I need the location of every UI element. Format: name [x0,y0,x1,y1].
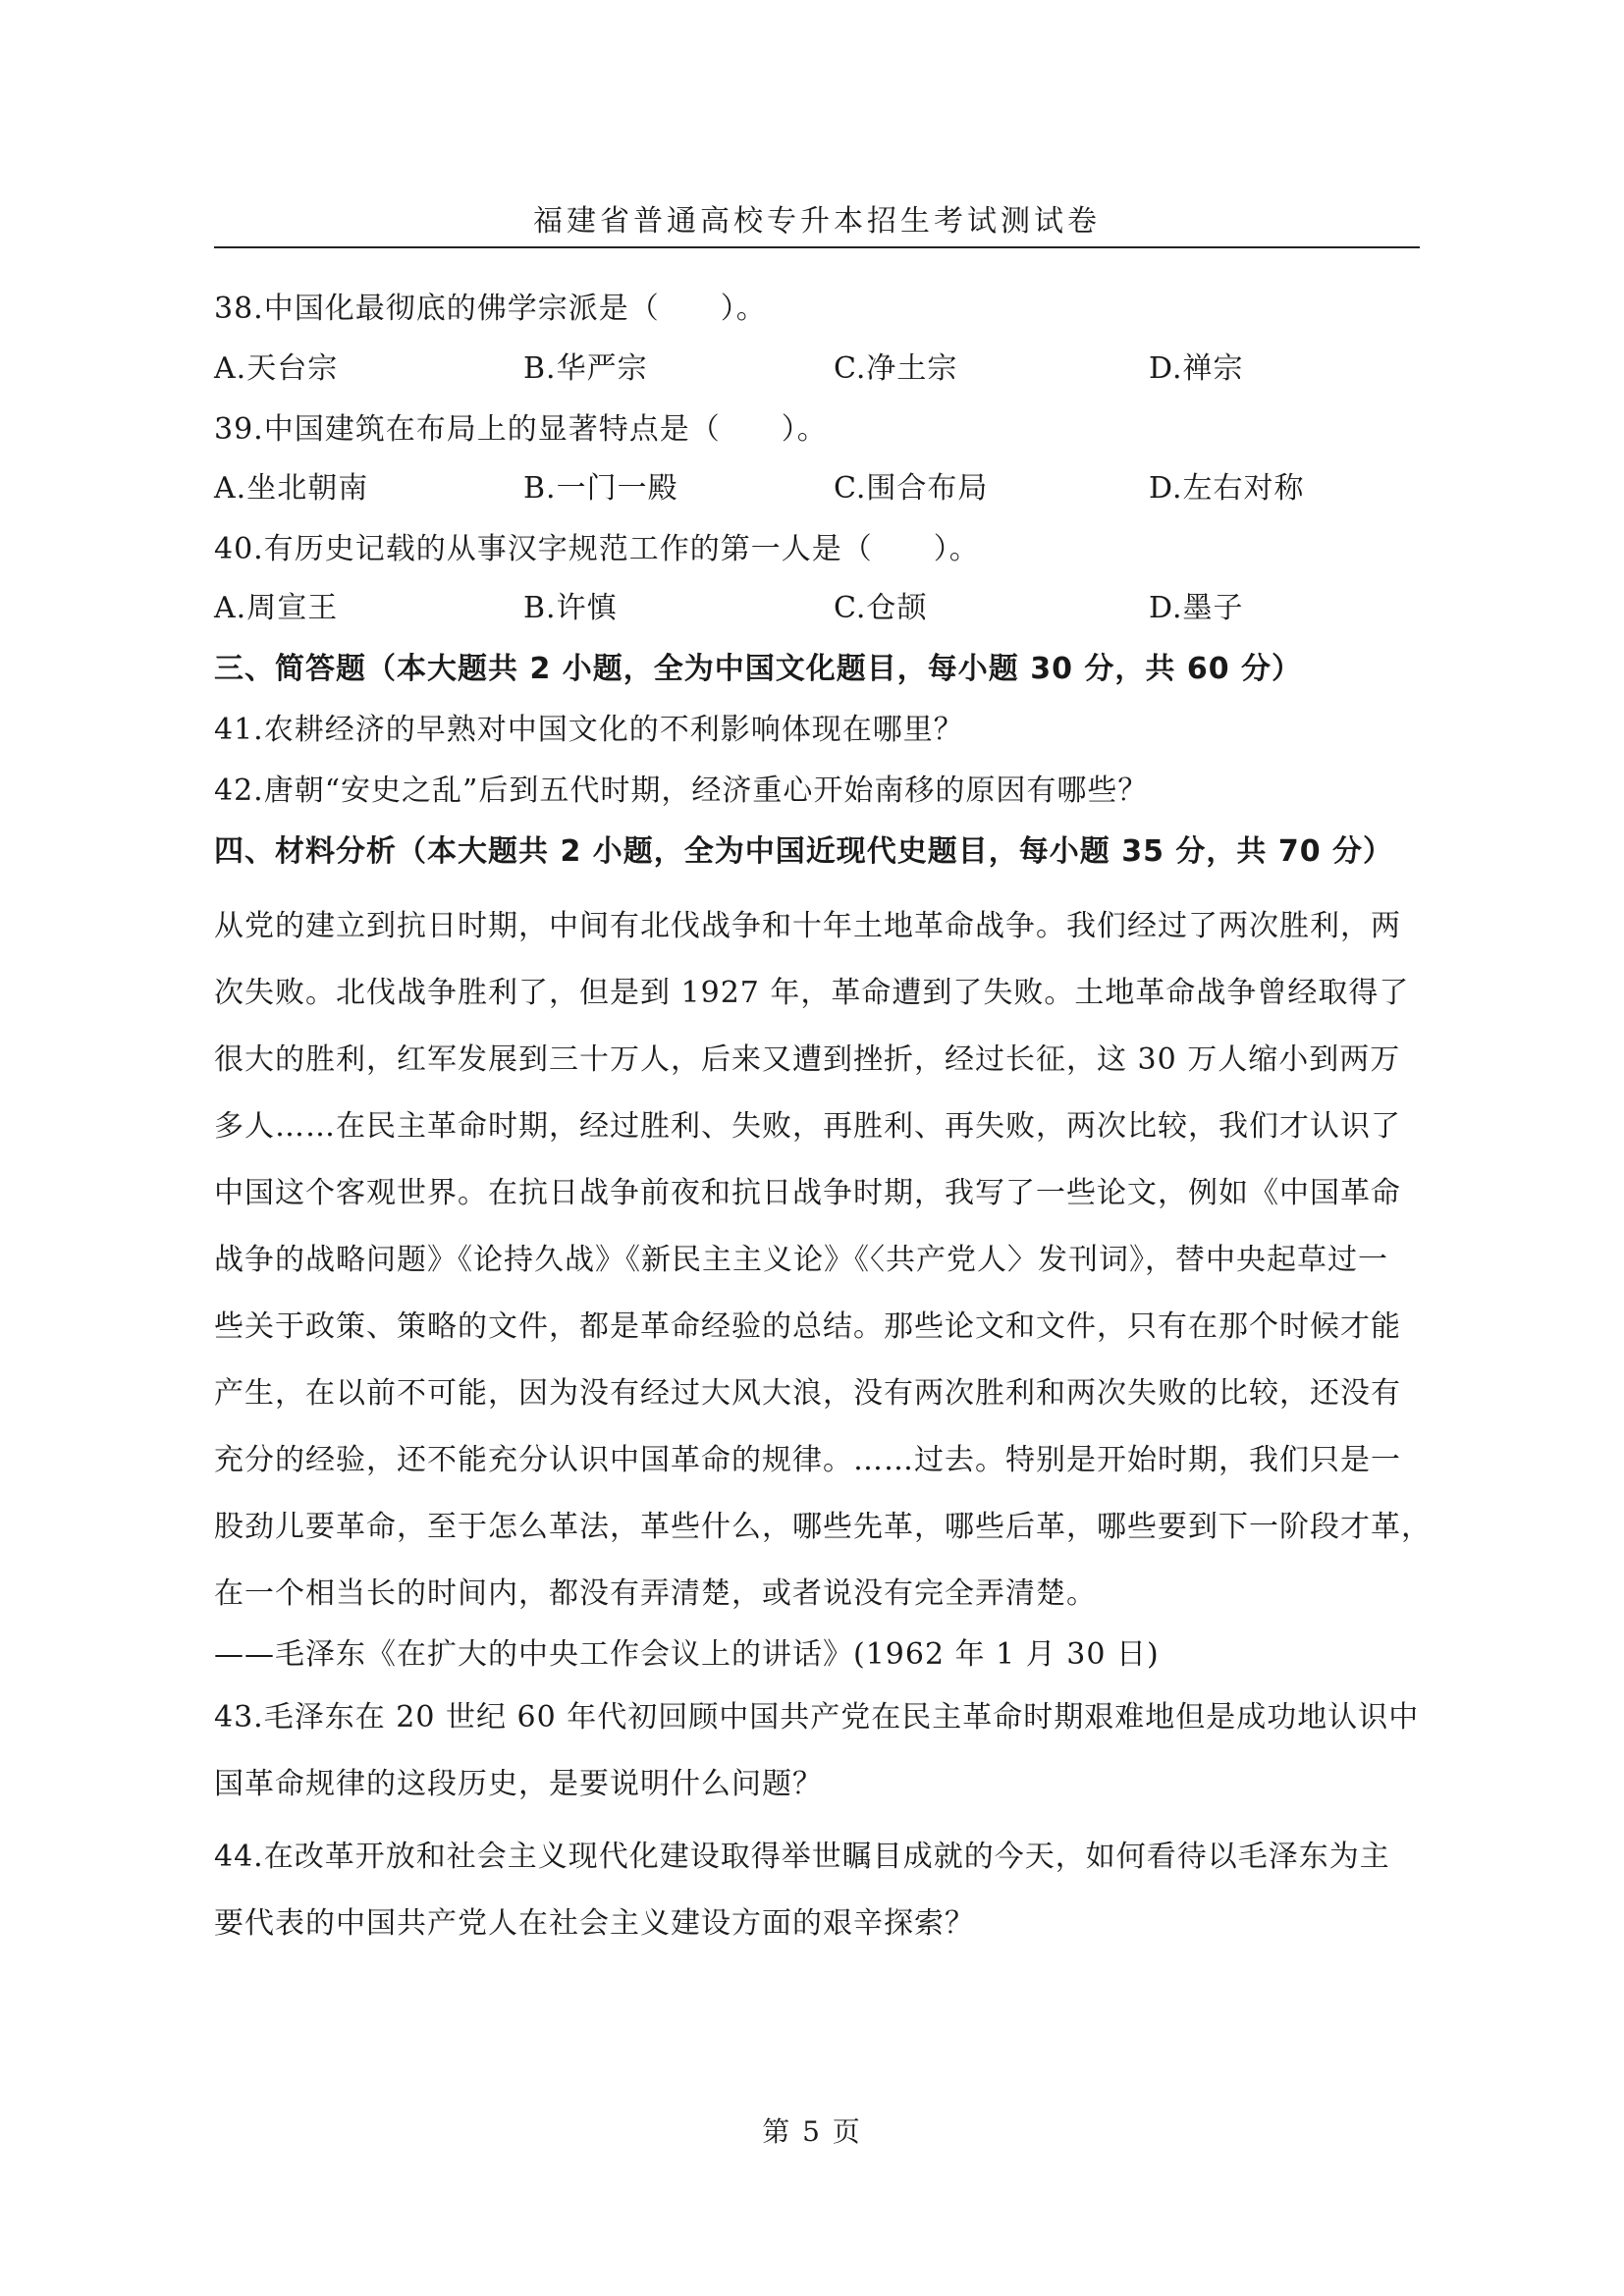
question-39-stem: 39.中国建筑在布局上的显著特点是（ ）。 [214,412,828,447]
section-3-title: 三、简答题（本大题共 2 小题，全为中国文化题目，每小题 30 分，共 60 分） [214,652,1303,686]
material-line: 充分的经验，还不能充分认识中国革命的规律。……过去。特别是开始时期，我们只是一 [214,1443,1401,1477]
material-line: 多人……在民主革命时期，经过胜利、失败，再胜利、再失败，两次比较，我们才认识了 [214,1109,1401,1144]
question-44-line: 44.在改革开放和社会主义现代化建设取得举世瞩目成就的今天，如何看待以毛泽东为主 [214,1840,1390,1874]
question-38-stem: 38.中国化最彻底的佛学宗派是（ ）。 [214,292,767,326]
material-line: 股劲儿要革命，至于怎么革法，革些什么，哪些先革，哪些后革，哪些要到下一阶段才革， [214,1510,1432,1544]
question-38-option-b: B.华严宗 [523,351,648,386]
material-line: 从党的建立到抗日时期，中间有北伐战争和十年土地革命战争。我们经过了两次胜利，两 [214,909,1401,943]
question-43-line: 43.毛泽东在 20 世纪 60 年代初回顾中国共产党在民主革命时期艰难地但是成功地认识中 [214,1700,1420,1735]
question-39-option-a: A.坐北朝南 [214,471,369,506]
question-40-option-a: A.周宣王 [214,591,339,625]
material-source: ——毛泽东《在扩大的中央工作会议上的讲话》(1962 年 1 月 30 日) [214,1637,1160,1672]
material-line: 很大的胜利，红军发展到三十万人，后来又遭到挫折，经过长征，这 30 万人缩小到两万 [214,1042,1401,1077]
material-line: 次失败。北伐战争胜利了，但是到 1927 年，革命遭到了失败。土地革命战争曾经取得了 [214,976,1410,1010]
material-line: 在一个相当长的时间内，都没有弄清楚，或者说没有完全弄清楚。 [214,1576,1097,1611]
page-header: 福建省普通高校专升本招生考试测试卷 [214,201,1420,248]
question-38-option-c: C.净土宗 [834,351,958,386]
question-39-option-c: C.围合布局 [834,471,989,506]
question-40-stem: 40.有历史记载的从事汉字规范工作的第一人是（ ）。 [214,532,980,566]
question-43-line: 国革命规律的这段历史，是要说明什么问题？ [214,1767,823,1801]
material-line: 些关于政策、策略的文件，都是革命经验的总结。那些论文和文件，只有在那个时候才能 [214,1309,1401,1344]
section-4-title: 四、材料分析（本大题共 2 小题，全为中国近现代史题目，每小题 35 分，共 70 分） [214,834,1394,869]
material-line: 产生，在以前不可能，因为没有经过大风大浪，没有两次胜利和两次失败的比较，还没有 [214,1376,1401,1411]
question-40-option-d: D.墨子 [1149,591,1244,625]
question-39-option-d: D.左右对称 [1149,471,1305,506]
question-44-line: 要代表的中国共产党人在社会主义建设方面的艰辛探索？ [214,1906,975,1941]
question-38-option-d: D.禅宗 [1149,351,1244,386]
question-41: 41.农耕经济的早熟对中国文化的不利影响体现在哪里？ [214,713,964,747]
material-line: 战争的战略问题》《论持久战》《新民主主义论》《〈共产党人〉发刊词》，替中央起草过一 [214,1243,1388,1277]
page-number: 第 5 页 [762,2115,862,2148]
question-38-option-a: A.天台宗 [214,351,339,386]
question-40-option-c: C.仓颉 [834,591,928,625]
material-line: 中国这个客观世界。在抗日战争前夜和抗日战争时期，我写了一些论文，例如《中国革命 [214,1176,1401,1210]
question-40-option-b: B.许慎 [523,591,618,625]
question-42: 42.唐朝“安史之乱”后到五代时期，经济重心开始南移的原因有哪些？ [214,774,1149,808]
question-39-option-b: B.一门一殿 [523,471,678,506]
